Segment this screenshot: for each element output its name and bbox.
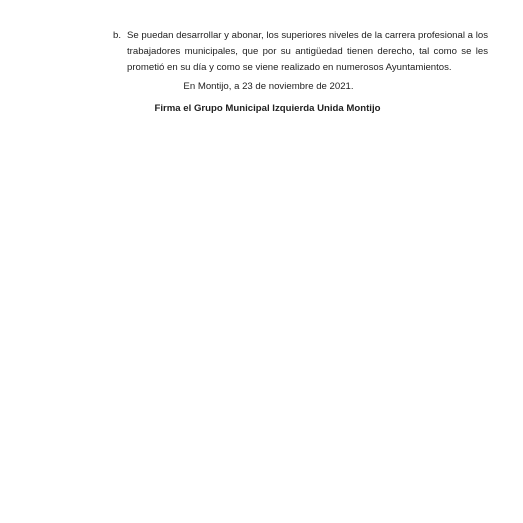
list-item-text-line: Se puedan desarrollar y abonar, los superiores niveles de la carrera profesional a los xyxy=(127,30,488,41)
list-item-text-line: prometió en su día y como se viene realizado en numerosos Ayuntamientos. xyxy=(127,62,452,73)
list-item-marker: b. xyxy=(113,30,122,41)
signature-line: Firma el Grupo Municipal Izquierda Unida Montijo xyxy=(154,103,381,114)
date-location-line: En Montijo, a 23 de noviembre de 2021. xyxy=(183,81,354,92)
list-item-text-line: trabajadores municipales, que por su antigüedad tienen derecho, tal como se les xyxy=(127,46,488,57)
